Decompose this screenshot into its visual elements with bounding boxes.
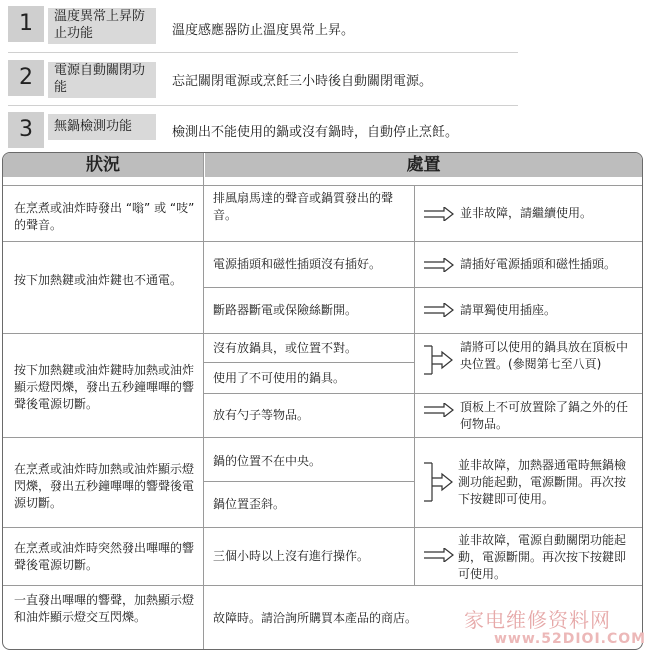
cause-cell: 排風扇馬達的聲音或鍋質發出的聲音。 [213,191,394,222]
cause-cell: 放有勺子等物品。 [213,408,310,422]
feature-description: 檢測出不能使用的鍋或沒有鍋時，自動停止烹飪。 [172,125,459,140]
cause-cell: 鍋位置歪斜。 [213,497,286,511]
cause-cell: 鍋的位置不在中央。 [213,454,322,468]
divider [8,105,518,106]
situation-cell: 按下加熱鍵或油炸鍵也不通電。 [14,273,183,287]
arrow-icon [424,303,454,317]
row-divider [3,241,642,242]
sub-row-divider [204,362,414,363]
cause-cell: 斷路器斷電或保險絲斷開。 [213,303,358,317]
action-cell: 並非故障，電源自動關閉功能起動，電源斷開。再次按下按鍵即可使用。 [458,533,627,581]
header-action: 處置 [205,153,642,177]
action-cell: 請單獨使用插座。 [460,303,557,317]
arrow-icon [424,403,454,417]
sub-row-divider [204,481,414,482]
feature-name: 溫度異常上昇防止功能 [48,8,156,44]
situation-cell: 在烹煮或油炸時突然發出嗶嗶的響聲後電源切斷。 [14,541,195,572]
situation-cell: 一直發出嗶嗶的響聲，加熱顯示燈和油炸顯示燈交互閃爍。 [14,593,195,624]
feature-description: 忘記關閉電源或烹飪三小時後自動關閉電源。 [172,74,433,89]
situation-cell: 按下加熱鍵或油炸鍵時加熱或油炸顯示燈閃爍，發出五秒鐘嗶嗶的響聲後電源切斷。 [14,363,195,411]
cause-cell: 使用了不可使用的鍋具。 [213,371,346,385]
arrow-icon [424,258,454,272]
arrow-icon [424,207,454,221]
feature-number: 1 [8,6,44,42]
feature-number: 2 [8,60,44,96]
sub-row-divider [204,287,642,288]
situation-cell: 在烹煮或油炸時加熱或油炸顯示燈閃爍，發出五秒鐘嗶嗶的響聲後電源切斷。 [14,462,195,510]
row-divider [3,185,642,186]
action-cell: 請將可以使用的鍋具放在頂板中央位置。(參閱第七至八頁) [460,340,629,371]
action-cell: 請插好電源插頭和磁性插頭。 [460,257,617,271]
cause-action-divider [414,185,415,585]
feature-description: 溫度感應器防止溫度異常上昇。 [172,23,355,38]
feature-name: 無鍋檢測功能 [48,114,156,140]
header-situation: 狀況 [3,153,203,177]
column-divider [203,153,204,649]
feature-number: 3 [8,112,44,148]
row-divider [3,333,642,334]
row-divider [3,437,642,438]
divider [8,52,518,53]
row-divider [3,527,642,528]
cause-cell: 沒有放鍋具，或位置不對。 [213,341,358,355]
watermark-url: www.52DIOI.COM [494,631,646,647]
merge-arrow-icon [424,343,454,377]
feature-name: 電源自動關閉功能 [48,62,156,98]
arrow-icon [424,548,454,562]
sub-row-divider [204,393,642,394]
action-cell: 頂板上不可放置除了鍋之外的任何物品。 [460,400,629,431]
cause-cell: 故障時。請洽詢所購買本產品的商店。 [213,611,418,625]
row-divider [3,585,642,586]
merge-arrow-icon [424,460,454,504]
situation-cell: 在烹煮或油炸時發出 “嗡” 或 “吱” 的聲音。 [14,201,195,232]
cause-cell: 電源插頭和磁性插頭沒有插好。 [213,257,382,271]
action-cell: 並非故障，請繼續使用。 [460,206,593,220]
cause-cell: 三個小時以上沒有進行操作。 [213,549,370,563]
watermark-title: 家电维修资料网 [464,608,611,632]
action-cell: 並非故障，加熱器通電時無鍋檢測功能起動，電源斷開。再次按下按鍵即可使用。 [458,458,627,506]
